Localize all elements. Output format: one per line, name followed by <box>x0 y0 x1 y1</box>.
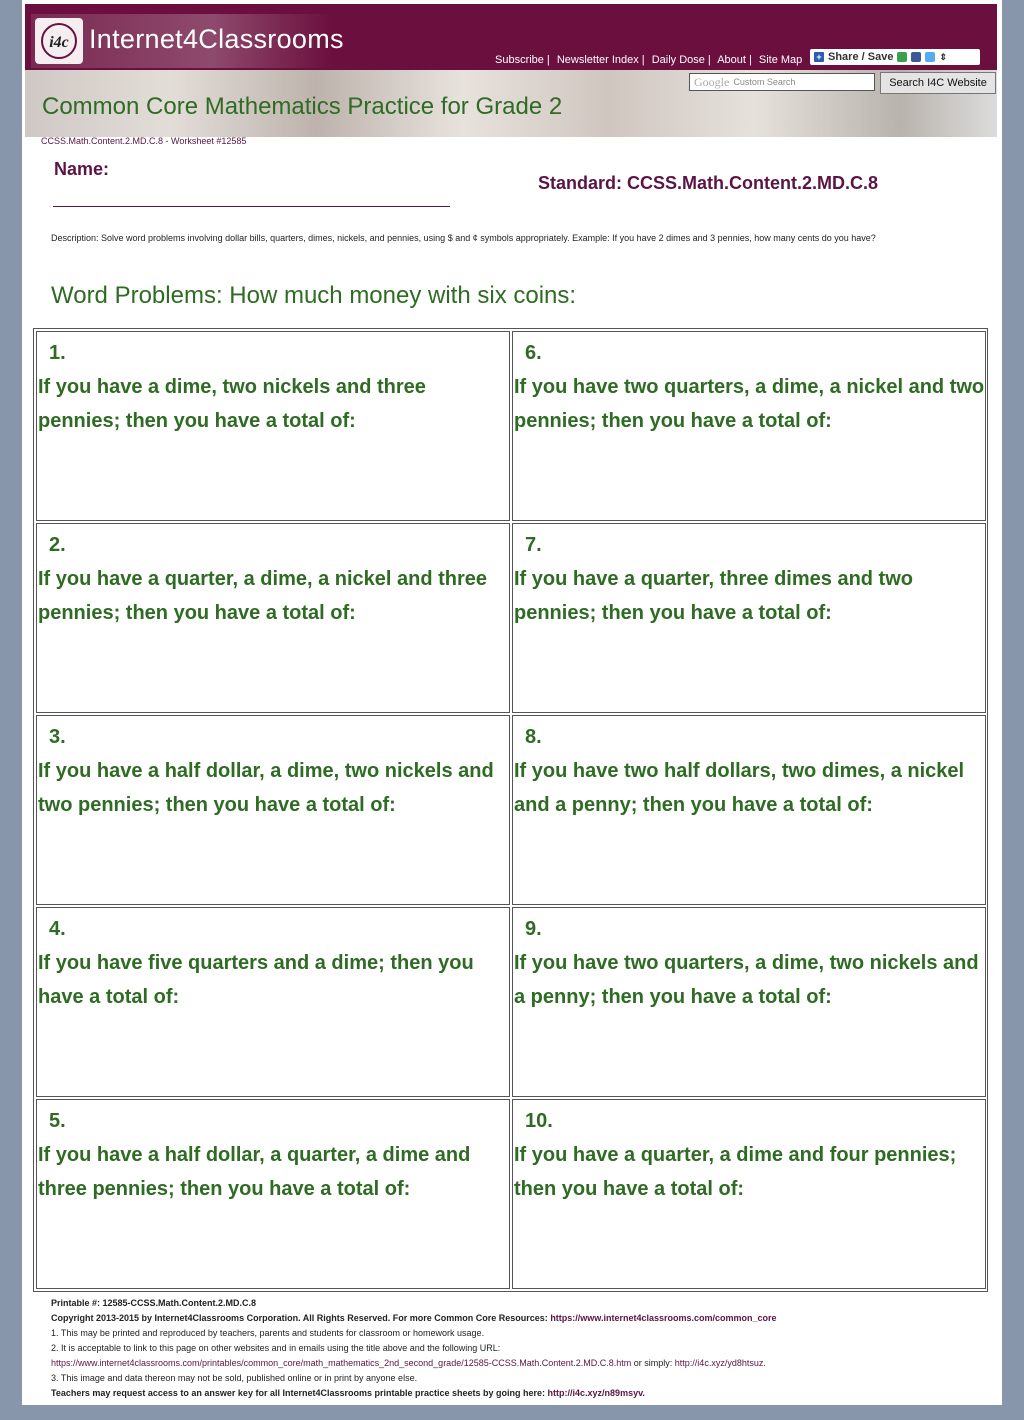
problem-text: If you have two quarters, a dime, a nickel and two pennies; then you have a total of: <box>514 376 985 432</box>
usage-line-2: 2. It is acceptable to link to this page on other websites and in emails using the title above and the following URL: <box>51 1343 501 1353</box>
usage-line-3: 3. This image and data thereon may not be sold, published online or in print by anyone else. <box>51 1373 418 1383</box>
nav-newsletter-index[interactable]: Newsletter Index <box>556 54 639 66</box>
search-input[interactable] <box>689 73 875 91</box>
copyright-line <box>51 1311 991 1326</box>
problem-number: 1. <box>49 342 66 364</box>
nav-separator: | <box>748 54 752 66</box>
problem-cell <box>512 907 986 1097</box>
problem-number: 6. <box>525 342 542 364</box>
nav-separator: | <box>707 54 711 66</box>
problem-text: If you have a quarter, a dime and four pennies; then you have a total of: <box>514 1144 957 1200</box>
problem-cell <box>512 331 986 521</box>
google-logo: Google <box>694 74 730 89</box>
problem-text: If you have a dime, two nickels and three pennies; then you have a total of: <box>38 376 426 432</box>
worksheet-url-link[interactable]: https://www.internet4classrooms.com/printables/common_core/math_mathematics_2nd_second_grade/12585-CCSS.Math.Content.2.MD.C.8.htm <box>51 1358 632 1368</box>
answer-key-text: Teachers may request access to an answer key for all Internet4Classrooms printable practice sheets by going here: <box>51 1388 546 1398</box>
plus-icon: + <box>814 52 824 62</box>
problem-cell <box>512 523 986 713</box>
problem-number: 9. <box>525 918 542 940</box>
standard-label: Standard: CCSS.Math.Content.2.MD.C.8 <box>538 173 879 193</box>
answer-key-link[interactable]: http://i4c.xyz/n89msyv. <box>547 1388 645 1398</box>
problem-number: 8. <box>525 726 542 748</box>
problem-text: If you have two half dollars, two dimes, a nickel and a penny; then you have a total of: <box>514 760 965 816</box>
problem-number: 2. <box>49 534 66 556</box>
problem-text: If you have two quarters, a dime, two nickels and a penny; then you have a total of: <box>514 952 979 1008</box>
usage-line-2-urls <box>51 1356 991 1371</box>
copyright-text: Copyright 2013-2015 by Internet4Classrooms Corporation. All Rights Reserved. For more Common Core Resources: <box>51 1313 548 1323</box>
twitter-icon <box>925 52 935 62</box>
nav-subscribe[interactable]: Subscribe <box>495 54 544 66</box>
section-heading: Word Problems: How much money with six coins: <box>51 282 577 309</box>
common-core-link[interactable]: https://www.internet4classrooms.com/common_core <box>550 1313 777 1323</box>
problem-number: 4. <box>49 918 66 940</box>
problem-text: If you have a quarter, a dime, a nickel and three pennies; then you have a total of: <box>38 568 488 624</box>
problem-text: If you have five quarters and a dime; then you have a total of: <box>38 952 474 1008</box>
problem-cell <box>36 1099 510 1289</box>
problem-cell <box>36 331 510 521</box>
problem-number: 10. <box>525 1110 553 1132</box>
top-nav <box>495 54 802 66</box>
search-button[interactable]: Search I4C Website <box>880 72 996 94</box>
problem-text: If you have a half dollar, a dime, two nickels and two pennies; then you have a total of: <box>38 760 494 816</box>
worksheet-page <box>22 0 1002 1405</box>
or-simply-text: or simply: <box>631 1358 675 1368</box>
site-logo[interactable] <box>31 14 344 68</box>
search-placeholder: Custom Search <box>733 77 796 87</box>
name-label: Name: <box>54 159 110 179</box>
header-bar <box>25 4 997 70</box>
share-label: Share / Save <box>828 51 894 63</box>
facebook-icon <box>911 52 921 62</box>
nav-site-map[interactable]: Site Map <box>758 54 803 66</box>
problem-cell <box>512 715 986 905</box>
nav-daily-dose[interactable]: Daily Dose <box>651 54 705 66</box>
problem-cell <box>512 1099 986 1289</box>
page-title: Common Core Mathematics Practice for Grade 2 <box>42 93 563 120</box>
short-url-link[interactable]: http://i4c.xyz/yd8htsuz. <box>674 1358 766 1368</box>
logo-text: Internet4Classrooms <box>89 24 344 54</box>
i4c-logo-icon <box>35 18 83 64</box>
logo-badge-text: i4c <box>49 34 69 51</box>
printable-number: Printable #: 12585-CCSS.Math.Content.2.MD.C.8 <box>51 1298 257 1308</box>
problem-text: If you have a quarter, three dimes and two pennies; then you have a total of: <box>514 568 913 624</box>
nav-separator: | <box>641 54 645 66</box>
description: Description: Solve word problems involving dollar bills, quarters, dimes, nickels, and pennies, using $ and ¢ symbols appropriately. Example: If you have 2 dimes and 3 pennies, how many cents do you have? <box>51 233 876 243</box>
share-save-button[interactable] <box>810 49 980 65</box>
usage-line-1: 1. This may be printed and reproduced by teachers, parents and students for classroom or homework usage. <box>51 1328 485 1338</box>
problem-table <box>33 328 988 1292</box>
problem-text: If you have a half dollar, a quarter, a dime and three pennies; then you have a total of: <box>38 1144 471 1200</box>
problem-number: 5. <box>49 1110 66 1132</box>
email-share-icon <box>897 52 907 62</box>
answer-key-line <box>51 1386 991 1401</box>
problem-cell <box>36 523 510 713</box>
problem-number: 3. <box>49 726 66 748</box>
nav-about[interactable]: About <box>717 54 746 66</box>
problem-number: 7. <box>525 534 542 556</box>
chevron-updown-icon: ⇕ <box>939 51 947 62</box>
nav-separator: | <box>546 54 550 66</box>
problem-cell <box>36 907 510 1097</box>
footer <box>51 1296 991 1401</box>
problem-cell <box>36 715 510 905</box>
name-write-line <box>53 206 450 207</box>
worksheet-id-link[interactable]: CCSS.Math.Content.2.MD.C.8 - Worksheet #12585 <box>41 136 247 146</box>
